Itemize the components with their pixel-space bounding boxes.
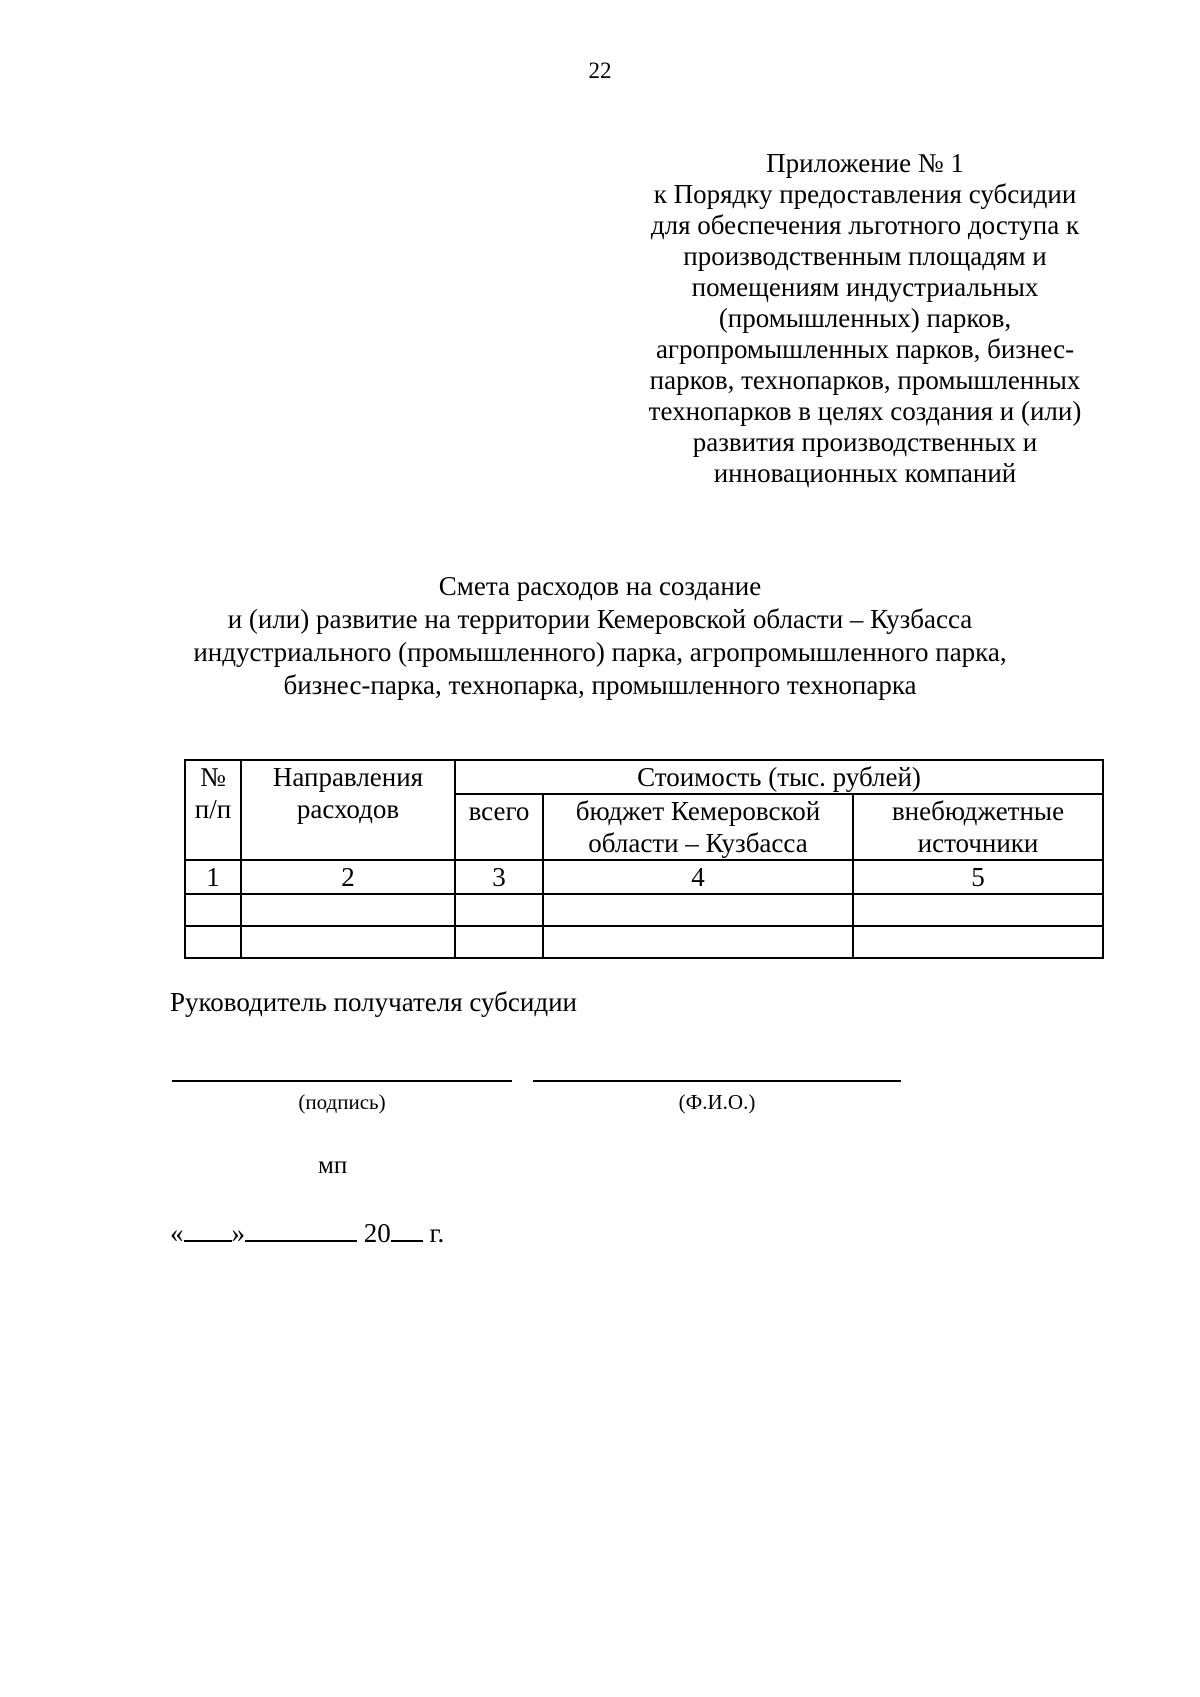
col-number: 2 [241,860,455,894]
date-open-quote: « [170,1218,184,1248]
title-line: Смета расходов на создание [438,571,762,601]
appendix-line: производственным площадям и [683,241,1047,271]
appendix-line: развития производственных и [692,427,1038,457]
table-cell [185,894,241,926]
stamp-label: мп [318,1152,348,1179]
date-suffix: г. [429,1218,445,1248]
appendix-line: Приложение № 1 [766,148,964,178]
date-close-quote: » [231,1218,245,1248]
table-cell [455,894,543,926]
appendix-line: агропромышленных парков, бизнес- [655,334,1075,364]
signer-label: Руководитель получателя субсидии [170,987,577,1017]
appendix-line: технопарков в целях создания и (или) [648,396,1082,426]
document-title [150,570,1050,702]
col-number: 5 [853,860,1103,894]
year-blank [391,1218,423,1242]
table-cell [241,894,455,926]
table-number-row [185,860,1103,894]
title-line: индустриального (промышленного) парка, агропромышленного парка, [193,637,1007,667]
col-number: 3 [455,860,543,894]
table-cell [853,894,1103,926]
month-blank [245,1218,357,1242]
fio-caption: (Ф.И.О.) [678,1090,756,1114]
page-number: 22 [588,58,612,83]
header-cost: Стоимость (тыс. рублей) [455,760,1103,794]
header-budget: бюджет Кемеровской области – Кузбасса [543,794,853,860]
table-cell [543,926,853,958]
col-number: 4 [543,860,853,894]
col-number: 1 [185,860,241,894]
table-row [185,894,1103,926]
appendix-line: к Порядку предоставления субсидии [653,179,1077,209]
table-cell [185,926,241,958]
appendix-line: для обеспечения льготного доступа к [650,210,1080,240]
table-cell [543,894,853,926]
appendix-line: парков, технопарков, промышленных [649,365,1081,395]
signature-line [172,1080,512,1082]
header-total: всего [455,794,543,860]
fio-line [533,1080,901,1082]
table-row [185,926,1103,958]
table-header-row [185,760,1103,794]
title-line: и (или) развитие на территории Кемеровской области – Кузбасса [227,604,973,634]
estimate-table [184,759,1104,959]
appendix-line: помещениям индустриальных [691,272,1039,302]
header-num: № п/п [185,760,241,860]
table-cell [455,926,543,958]
header-extra: внебюджетные источники [853,794,1103,860]
appendix-line: инновационных компаний [713,458,1017,488]
date-line [170,1218,444,1249]
appendix-line: (промышленных) парков, [718,303,1012,333]
appendix-heading [630,148,1100,489]
header-direction: Направления расходов [241,760,455,860]
title-line: бизнес-парка, технопарка, промышленного технопарка [283,670,917,700]
date-year: 20 [363,1218,391,1248]
day-blank [184,1218,232,1242]
signature-caption: (подпись) [298,1090,386,1114]
table-cell [241,926,455,958]
table-cell [853,926,1103,958]
